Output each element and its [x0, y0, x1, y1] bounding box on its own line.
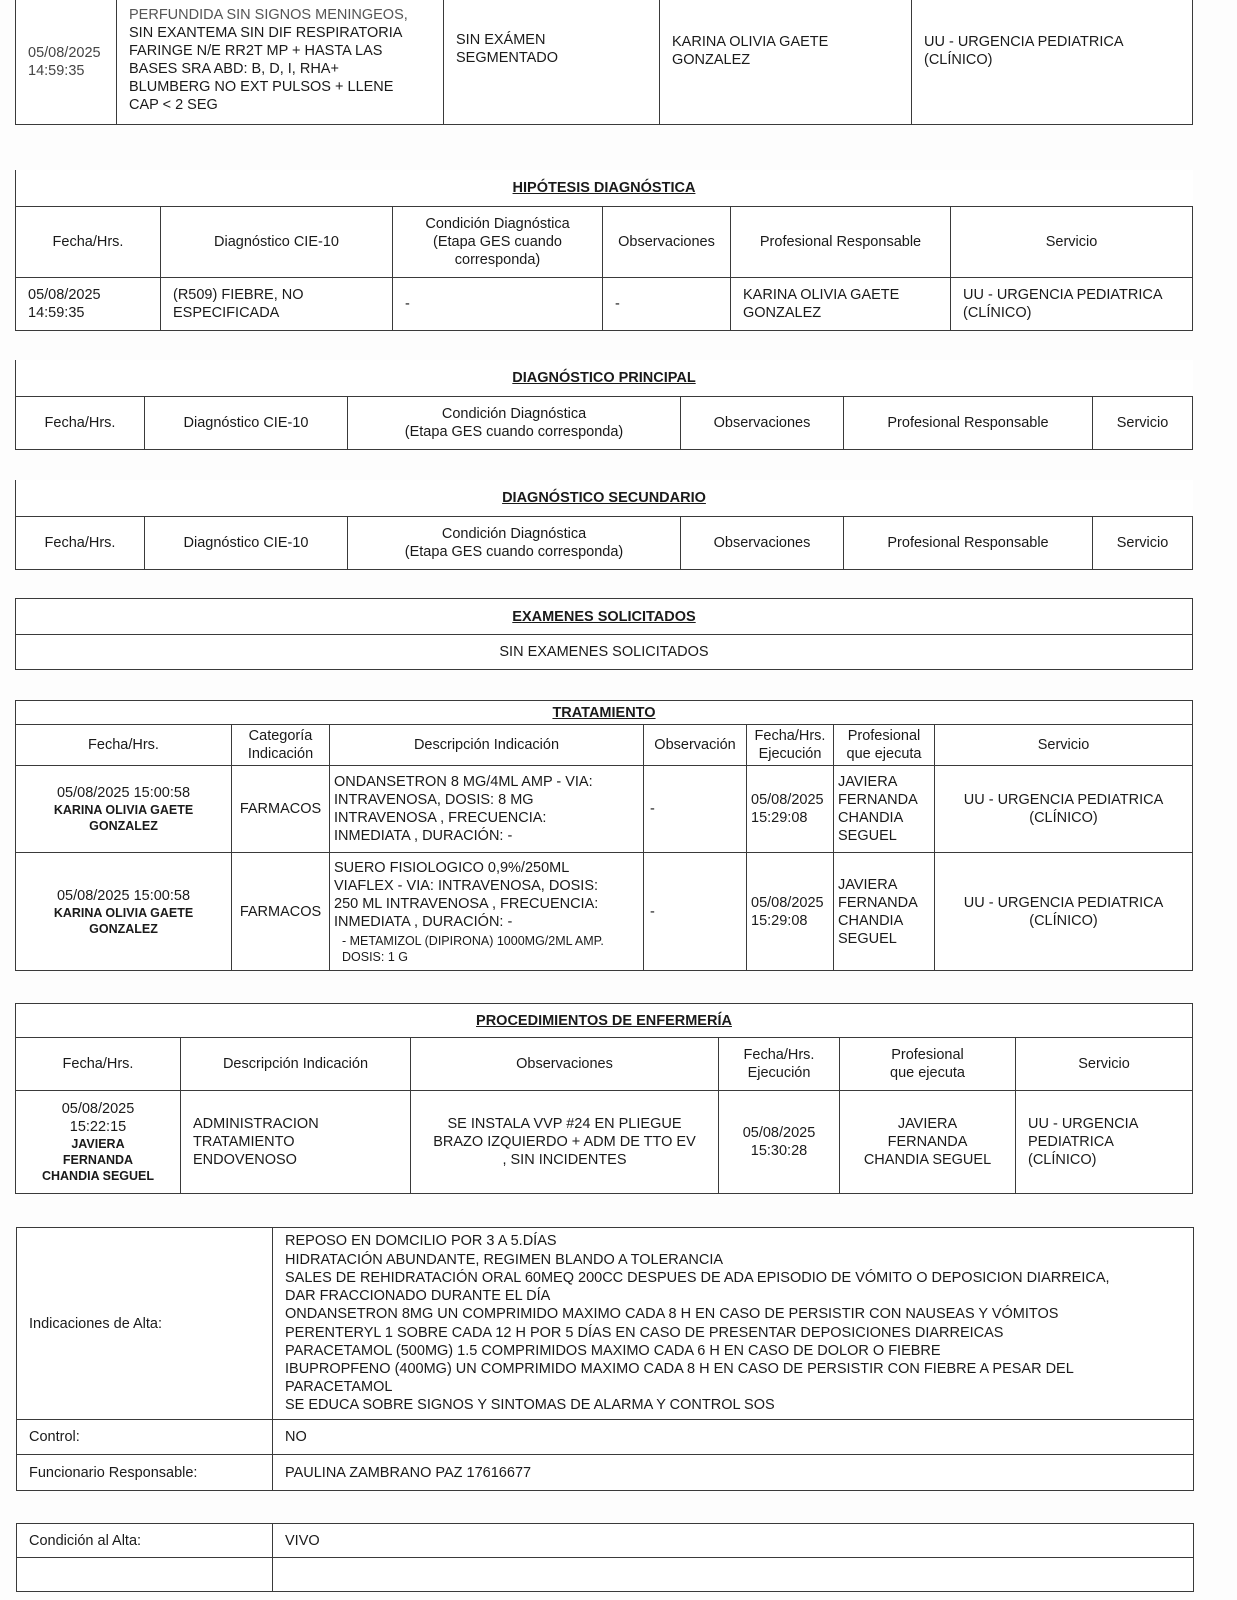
- principal-title-cell: [16, 360, 1193, 396]
- indicaciones-value: [273, 1228, 1194, 1420]
- examenes-value: SIN EXAMENES SOLICITADOS: [16, 635, 1193, 670]
- desc-line: VIAFLEX - VIA: INTRAVENOSA, DOSIS:: [334, 877, 599, 894]
- indicacion-line: PARACETAMOL: [285, 1379, 393, 1396]
- control-row: [17, 1420, 1194, 1455]
- indicacion-line: REPOSO EN DOMCILIO POR 3 A 5.DÍAS: [285, 1233, 557, 1250]
- cell-observacion: -: [644, 853, 747, 971]
- time: 15:22:15: [69, 1119, 127, 1135]
- col-header: Diagnóstico CIE-10: [145, 396, 348, 449]
- hipotesis-table: [15, 170, 1193, 331]
- procedimientos-table: [15, 1003, 1193, 1194]
- section-title: TRATAMIENTO: [552, 704, 656, 721]
- time: 15:29:08: [751, 810, 808, 826]
- prof-line: FERNANDA: [838, 792, 918, 808]
- prof-line: SEGUEL: [838, 930, 897, 947]
- col-header: Observaciones: [603, 206, 731, 277]
- serv-line: (CLÍNICO): [1029, 810, 1098, 826]
- cell-descripcion: [181, 1091, 411, 1194]
- desc-line: ENDOVENOSO: [193, 1152, 297, 1168]
- prof-line: JAVIERA: [897, 1116, 958, 1132]
- author-line: CHANDIA SEGUEL: [41, 1169, 155, 1183]
- table-row: [16, 766, 1193, 853]
- header-line: corresponda): [454, 251, 541, 268]
- prof-line: CHANDIA: [838, 810, 904, 826]
- cell-profesional: [834, 853, 935, 971]
- professional-line: GONZALEZ: [672, 52, 751, 68]
- exam-line: BASES SRA ABD: B, D, I, RHA+: [129, 61, 339, 77]
- prof-line: GONZALEZ: [743, 304, 822, 321]
- exam-date-cell: [16, 0, 117, 125]
- indicacion-line: PARACETAMOL (500MG) 1.5 COMPRIMIDOS MAXIMO CADA 6 H EN CASO DE DOLOR O FIEBRE: [285, 1342, 941, 1359]
- col-header: Servicio: [951, 206, 1193, 277]
- examenes-table: [15, 598, 1193, 670]
- section-title: DIAGNÓSTICO PRINCIPAL: [512, 369, 696, 386]
- col-header: Descripción Indicación: [330, 725, 644, 766]
- cell-servicio: [935, 766, 1193, 853]
- cell-fecha-autor: [16, 853, 232, 971]
- cell-categoria: FARMACOS: [232, 766, 330, 853]
- prof-line: FERNANDA: [838, 894, 918, 911]
- col-header: [348, 516, 681, 569]
- serv-line: UU - URGENCIA PEDIATRICA: [963, 792, 1164, 808]
- header-line: que ejecuta: [890, 1065, 965, 1081]
- obs-line: , SIN INCIDENTES: [502, 1152, 627, 1168]
- exam-date: 05/08/2025: [28, 44, 101, 61]
- time: 14:59:35: [28, 304, 85, 321]
- header-line: que ejecuta: [846, 746, 922, 762]
- col-header: [747, 725, 834, 766]
- indicacion-line: HIDRATACIÓN ABUNDANTE, REGIMEN BLANDO A TOLERANCIA: [285, 1251, 724, 1268]
- professional-line: KARINA OLIVIA GAETE: [672, 34, 829, 50]
- header-line: Condición Diagnóstica: [425, 215, 570, 232]
- cell-profesional: [840, 1091, 1016, 1194]
- exam-line: BLUMBERG NO EXT PULSOS + LLENE: [129, 79, 394, 95]
- control-value: NO: [273, 1420, 1194, 1455]
- header-line: Condición Diagnóstica: [441, 525, 587, 542]
- segmentado-line: SEGMENTADO: [456, 50, 559, 66]
- header-line: (Etapa GES cuando corresponda): [404, 543, 624, 560]
- table-row: [16, 853, 1193, 971]
- exam-line: PERFUNDIDA SIN SIGNOS MENINGEOS,: [129, 7, 408, 23]
- prof-line: KARINA OLIVIA GAETE: [743, 286, 900, 303]
- col-header: [840, 1038, 1016, 1091]
- service-line: UU - URGENCIA PEDIATRICA: [924, 34, 1124, 50]
- col-header: Observaciones: [681, 396, 844, 449]
- header-line: (Etapa GES cuando corresponda): [404, 423, 624, 440]
- col-header: Descripción Indicación: [181, 1038, 411, 1091]
- header-line: (Etapa GES cuando: [433, 233, 562, 250]
- obs-line: SE INSTALA VVP #24 EN PLIEGUE: [447, 1116, 682, 1132]
- desc-line: SUERO FISIOLOGICO 0,9%/250ML: [334, 859, 570, 876]
- indicacion-line: PERENTERYL 1 SOBRE CADA 12 H POR 5 DÍAS EN CASO DE PRESENTAR DEPOSICIONES DIARREICAS: [285, 1324, 1004, 1341]
- header-line: Fecha/Hrs.: [743, 1047, 815, 1063]
- section-title: DIAGNÓSTICO SECUNDARIO: [502, 489, 706, 506]
- col-header: Fecha/Hrs.: [16, 516, 145, 569]
- col-header: Fecha/Hrs.: [16, 725, 232, 766]
- tratamiento-table: [15, 700, 1193, 971]
- header-line: Condición Diagnóstica: [441, 405, 587, 422]
- col-header: Observaciones: [681, 516, 844, 569]
- indicacion-line: IBUPROPFENO (400MG) UN COMPRIMIDO MAXIMO CADA 8 H EN CASO DE PERSISTIR CON FIEBRE A PESAR DEL: [285, 1360, 1074, 1377]
- col-header: Diagnóstico CIE-10: [145, 516, 348, 569]
- diag-secundario-table: [15, 480, 1193, 570]
- serv-line: (CLÍNICO): [1029, 912, 1098, 929]
- exam-continuation-table: [15, 0, 1193, 125]
- condicion-row: [17, 1524, 1194, 1558]
- cell-diagnostico: [161, 277, 393, 330]
- indicaciones-row: [17, 1228, 1194, 1420]
- serv-line: UU - URGENCIA PEDIATRICA: [963, 894, 1164, 911]
- serv-line: UU - URGENCIA PEDIATRICA: [963, 286, 1163, 303]
- header-line: Profesional: [847, 728, 921, 744]
- col-header: Servicio: [1093, 396, 1193, 449]
- col-header: [834, 725, 935, 766]
- cell-servicio: [935, 853, 1193, 971]
- exam-segment-cell: [444, 0, 660, 125]
- desc-extra-line: DOSIS: 1 G: [342, 949, 408, 964]
- cell-ejecucion: [719, 1091, 840, 1194]
- section-title: EXAMENES SOLICITADOS: [512, 608, 696, 625]
- prof-line: SEGUEL: [838, 828, 897, 844]
- author-line: GONZALEZ: [89, 819, 158, 833]
- col-header: Profesional Responsable: [731, 206, 951, 277]
- table-row: [16, 277, 1193, 330]
- prof-line: CHANDIA: [838, 912, 904, 929]
- cell-descripcion: [330, 853, 644, 971]
- cell-servicio: [1016, 1091, 1193, 1194]
- cell-descripcion: [330, 766, 644, 853]
- prof-line: FERNANDA: [887, 1134, 968, 1150]
- col-header: Fecha/Hrs.: [16, 206, 161, 277]
- desc-line: ADMINISTRACION: [193, 1116, 319, 1132]
- cell-fecha-autor: [16, 1091, 181, 1194]
- examenes-title-cell: [16, 599, 1193, 635]
- indicacion-line: SE EDUCA SOBRE SIGNOS Y SINTOMAS DE ALARMA Y CONTROL SOS: [285, 1397, 775, 1414]
- secundario-title-cell: [16, 480, 1193, 516]
- cell-profesional: [834, 766, 935, 853]
- date: 05/08/2025: [751, 792, 824, 808]
- header-line: Fecha/Hrs.: [754, 728, 826, 744]
- prof-line: CHANDIA SEGUEL: [863, 1152, 992, 1168]
- col-header: Diagnóstico CIE-10: [161, 206, 393, 277]
- serv-line: PEDIATRICA: [1028, 1134, 1114, 1150]
- cell-fecha: [16, 277, 161, 330]
- indicacion-line: DAR FRACCIONADO DURANTE EL DÍA: [285, 1288, 551, 1305]
- cell-observaciones: -: [603, 277, 731, 330]
- diag-line: (R509) FIEBRE, NO: [173, 286, 304, 303]
- col-header: Profesional Responsable: [844, 396, 1093, 449]
- col-header: [393, 206, 603, 277]
- col-header: Servicio: [1093, 516, 1193, 569]
- condicion-label: Condición al Alta:: [17, 1524, 273, 1558]
- datetime: 05/08/2025 15:00:58: [56, 785, 191, 801]
- empty-cell: [17, 1558, 273, 1592]
- tratamiento-title-cell: [16, 701, 1193, 725]
- date: 05/08/2025: [28, 286, 101, 303]
- time: 15:29:08: [751, 912, 808, 929]
- prof-line: JAVIERA: [838, 876, 898, 893]
- author-line: KARINA OLIVIA GAETE: [53, 905, 194, 920]
- header-line: Ejecución: [758, 746, 822, 762]
- col-header: [348, 396, 681, 449]
- desc-line: ONDANSETRON 8 MG/4ML AMP - VIA:: [334, 774, 593, 790]
- service-line: (CLÍNICO): [924, 52, 993, 68]
- cell-categoria: FARMACOS: [232, 853, 330, 971]
- alta-table: [16, 1227, 1194, 1491]
- indicaciones-label: Indicaciones de Alta:: [17, 1228, 273, 1420]
- desc-line: TRATAMIENTO: [193, 1134, 295, 1150]
- col-header: Fecha/Hrs.: [16, 1038, 181, 1091]
- prof-line: JAVIERA: [838, 774, 898, 790]
- col-header: [719, 1038, 840, 1091]
- desc-line: INMEDIATA , DURACIÓN: -: [334, 913, 513, 930]
- condicion-value: VIVO: [273, 1524, 1194, 1558]
- serv-line: (CLÍNICO): [1028, 1152, 1097, 1168]
- author-line: GONZALEZ: [89, 921, 158, 936]
- serv-line: (CLÍNICO): [963, 304, 1032, 321]
- empty-cell: [273, 1558, 1194, 1592]
- cell-ejecucion: [747, 766, 834, 853]
- table-row: [16, 1091, 1193, 1194]
- desc-line: INMEDIATA , DURACIÓN: -: [334, 828, 513, 844]
- exam-time: 14:59:35: [28, 62, 85, 79]
- exam-professional-cell: [660, 0, 912, 125]
- desc-line: INTRAVENOSA , FRECUENCIA:: [334, 810, 547, 826]
- header-line: Indicación: [247, 746, 314, 762]
- header-line: Profesional: [891, 1047, 964, 1063]
- author-line: KARINA OLIVIA GAETE: [53, 803, 194, 817]
- author-line: FERNANDA: [62, 1153, 134, 1167]
- diag-line: ESPECIFICADA: [173, 304, 280, 321]
- exam-line: SIN EXANTEMA SIN DIF RESPIRATORIA: [129, 25, 403, 41]
- serv-line: UU - URGENCIA: [1028, 1116, 1139, 1132]
- time: 15:30:28: [750, 1143, 808, 1159]
- exam-service-cell: [912, 0, 1193, 125]
- indicacion-line: SALES DE REHIDRATACIÓN ORAL 60MEQ 200CC DESPUES DE ADA EPISODIO DE VÓMITO O DEPOSICION DIARREICA,: [285, 1269, 1110, 1286]
- procedimientos-title-cell: [16, 1004, 1193, 1038]
- section-title: PROCEDIMIENTOS DE ENFERMERÍA: [476, 1012, 732, 1029]
- cell-fecha-autor: [16, 766, 232, 853]
- desc-line: INTRAVENOSA, DOSIS: 8 MG: [334, 792, 534, 808]
- col-header: Observaciones: [411, 1038, 719, 1091]
- obs-line: BRAZO IZQUIERDO + ADM DE TTO EV: [433, 1134, 696, 1150]
- cell-observaciones: [411, 1091, 719, 1194]
- col-header: Profesional Responsable: [844, 516, 1093, 569]
- col-header: Servicio: [935, 725, 1193, 766]
- funcionario-value: PAULINA ZAMBRANO PAZ 17616677: [273, 1455, 1194, 1491]
- exam-line: CAP < 2 SEG: [129, 97, 218, 113]
- hipotesis-title-cell: [16, 170, 1193, 206]
- cell-condicion: -: [393, 277, 603, 330]
- exam-findings-cell: [117, 0, 444, 125]
- control-label: Control:: [17, 1420, 273, 1455]
- cell-servicio: [951, 277, 1193, 330]
- next-row-partial: [17, 1558, 1194, 1592]
- cell-profesional: [731, 277, 951, 330]
- cell-ejecucion: [747, 853, 834, 971]
- segmentado-line: SIN EXÁMEN: [456, 32, 546, 48]
- date: 05/08/2025: [61, 1101, 135, 1117]
- desc-extra-line: - METAMIZOL (DIPIRONA) 1000MG/2ML AMP.: [342, 933, 604, 948]
- header-line: Categoría: [248, 728, 313, 744]
- header-line: Ejecución: [747, 1065, 811, 1081]
- condicion-table: [16, 1523, 1194, 1592]
- funcionario-label: Funcionario Responsable:: [17, 1455, 273, 1491]
- col-header: Fecha/Hrs.: [16, 396, 145, 449]
- col-header: Observación: [644, 725, 747, 766]
- desc-line: 250 ML INTRAVENOSA , FRECUENCIA:: [334, 895, 599, 912]
- diag-principal-table: [15, 360, 1193, 450]
- section-title: HIPÓTESIS DIAGNÓSTICA: [512, 179, 696, 196]
- date: 05/08/2025: [751, 894, 824, 911]
- col-header: [232, 725, 330, 766]
- exam-line: FARINGE N/E RR2T MP + HASTA LAS: [129, 43, 383, 59]
- datetime: 05/08/2025 15:00:58: [56, 887, 191, 904]
- date: 05/08/2025: [742, 1125, 816, 1141]
- col-header: Servicio: [1016, 1038, 1193, 1091]
- author-line: JAVIERA: [71, 1137, 125, 1151]
- funcionario-row: [17, 1455, 1194, 1491]
- cell-observacion: -: [644, 766, 747, 853]
- indicacion-line: ONDANSETRON 8MG UN COMPRIMIDO MAXIMO CADA 8 H EN CASO DE PERSISTIR CON NAUSEAS Y VÓMITOS: [285, 1306, 1059, 1323]
